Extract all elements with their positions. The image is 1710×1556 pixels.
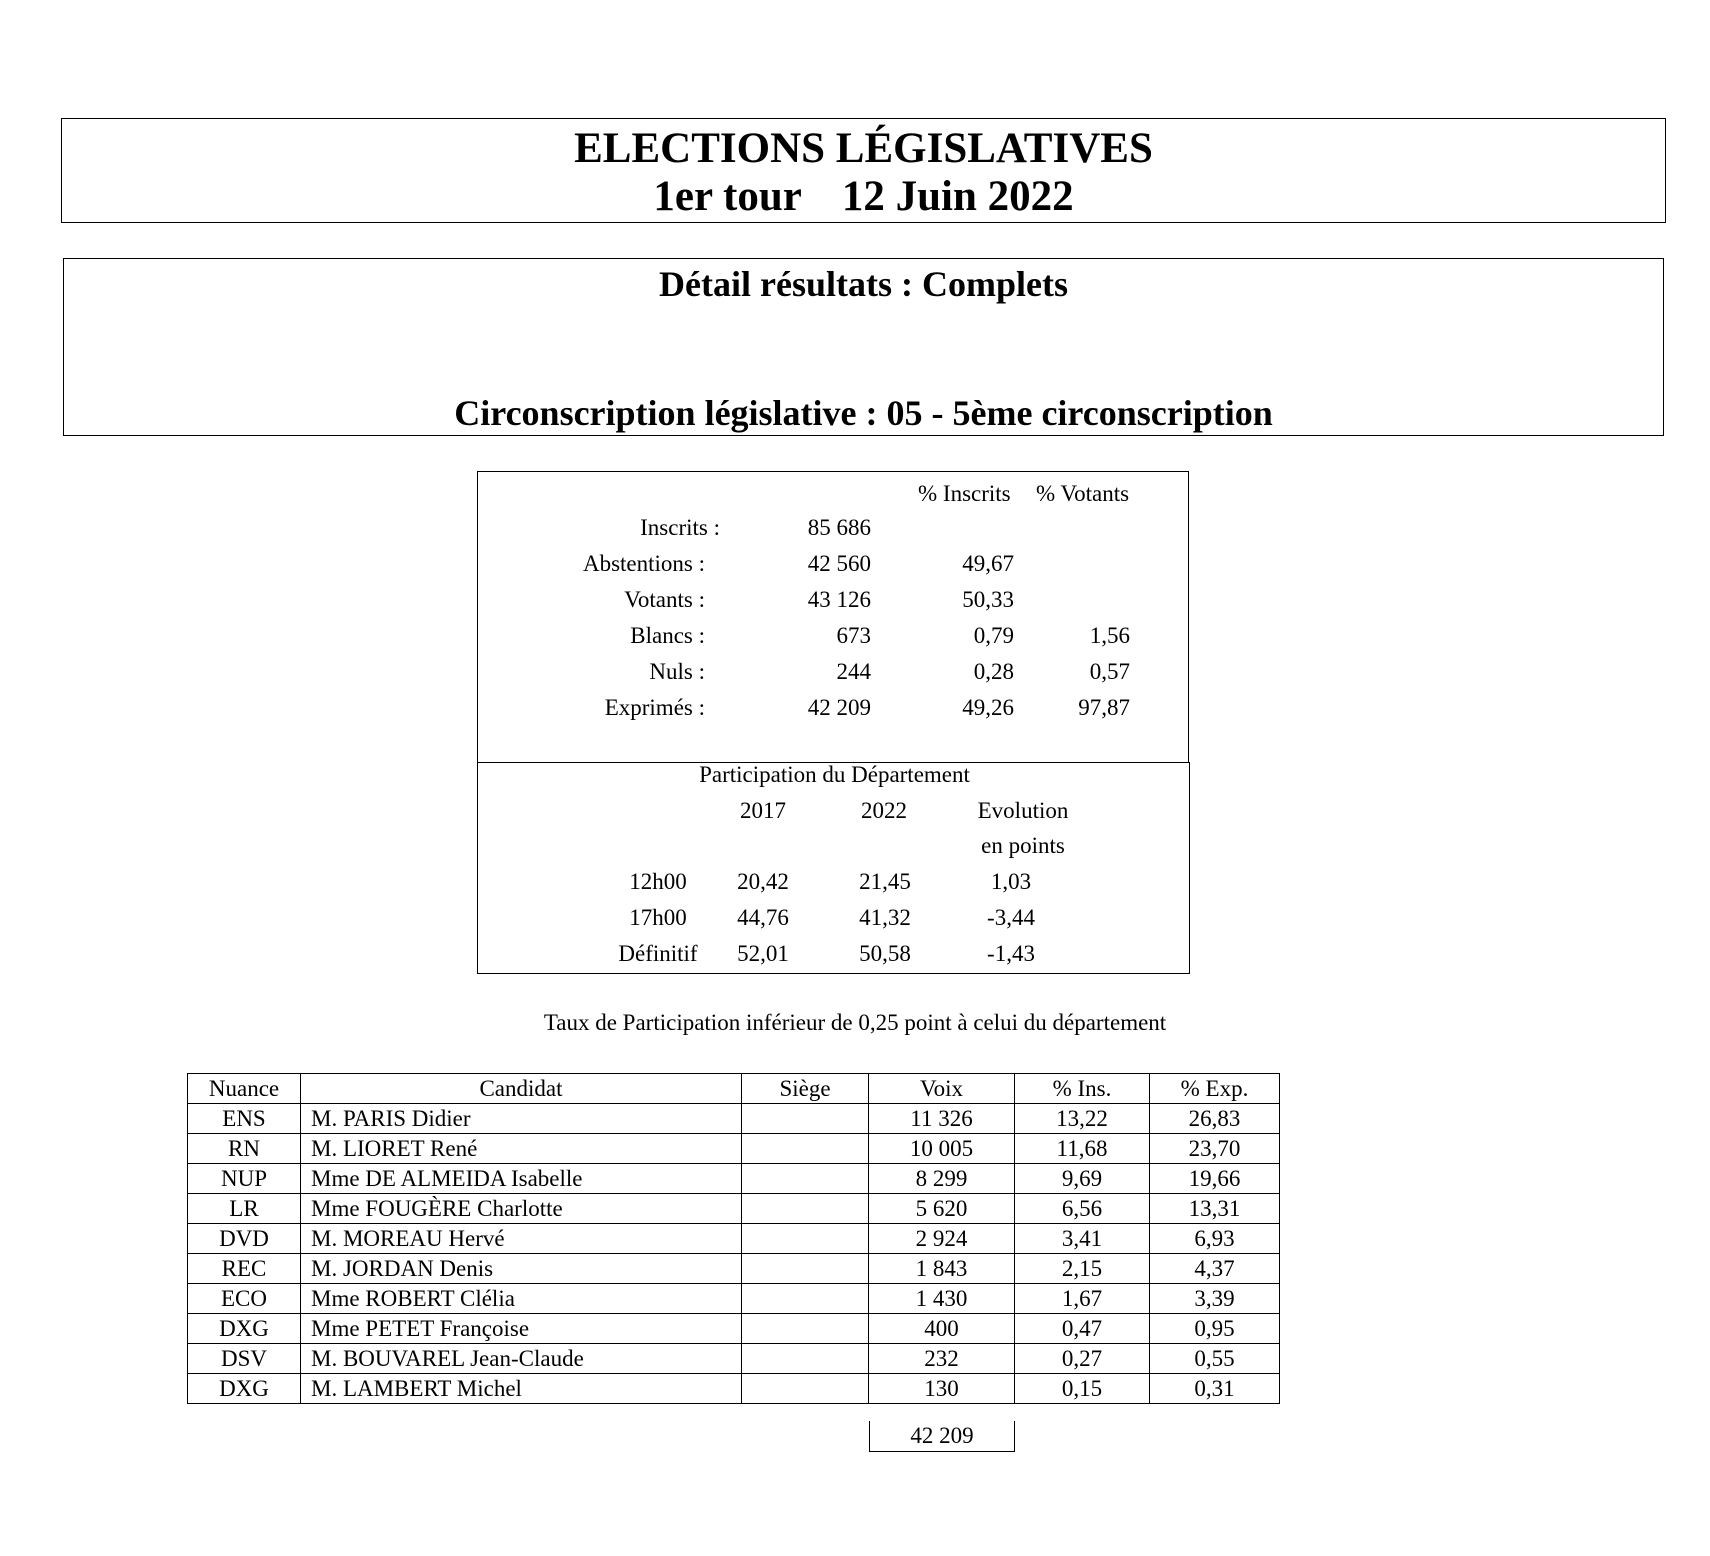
- cell-siege: [742, 1284, 869, 1314]
- cell-pct-ins: 9,69: [1015, 1164, 1150, 1194]
- table-row: [188, 1374, 1280, 1404]
- cell-pct-exp: 6,93: [1150, 1224, 1280, 1254]
- stats-pct-inscrits: 0,79: [973, 623, 1014, 648]
- stats-pct-inscrits: 49,67: [962, 551, 1014, 576]
- stats-pct-inscrits: 49,26: [962, 695, 1014, 720]
- cell-candidat: Mme ROBERT Clélia: [301, 1284, 742, 1314]
- col-header-pct-inscrits: % Inscrits: [918, 481, 1011, 506]
- participation-evolution: -3,44: [987, 905, 1035, 930]
- table-row: [188, 1254, 1280, 1284]
- cell-pct-exp: 4,37: [1150, 1254, 1280, 1284]
- cell-nuance: LR: [188, 1194, 301, 1224]
- cell-nuance: RN: [188, 1134, 301, 1164]
- cell-pct-ins: 0,47: [1015, 1314, 1150, 1344]
- cell-candidat: M. MOREAU Hervé: [301, 1224, 742, 1254]
- cell-candidat: M. LAMBERT Michel: [301, 1374, 742, 1404]
- cell-nuance: REC: [188, 1254, 301, 1284]
- election-date: 12 Juin 2022: [841, 173, 1074, 220]
- stats-pct-inscrits: 0,28: [973, 659, 1014, 684]
- department-participation-box: [477, 762, 1190, 974]
- cell-pct-ins: 2,15: [1015, 1254, 1150, 1284]
- election-round: 1er tour: [653, 173, 802, 220]
- cell-siege: [742, 1164, 869, 1194]
- cell-candidat: Mme FOUGÈRE Charlotte: [301, 1194, 742, 1224]
- participation-time: 17h00: [629, 905, 687, 930]
- cell-candidat: M. PARIS Didier: [301, 1104, 742, 1134]
- cell-pct-ins: 0,27: [1015, 1344, 1150, 1374]
- table-row: [188, 1284, 1280, 1314]
- cell-pct-exp: 0,95: [1150, 1314, 1280, 1344]
- cell-voix: 5 620: [869, 1194, 1015, 1224]
- stats-value: 673: [836, 623, 871, 648]
- header-nuance: Nuance: [188, 1074, 301, 1104]
- stats-pct-votants: 97,87: [1078, 695, 1130, 720]
- cell-nuance: DVD: [188, 1224, 301, 1254]
- stats-value: 42 209: [807, 695, 871, 720]
- cell-pct-ins: 3,41: [1015, 1224, 1150, 1254]
- constituency-title: Circonscription législative : 05 - 5ème circonscription: [454, 393, 1273, 433]
- cell-siege: [742, 1194, 869, 1224]
- cell-siege: [742, 1344, 869, 1374]
- total-voix: 42 209: [869, 1421, 1015, 1452]
- col-header-evolution: Evolution: [977, 798, 1069, 823]
- cell-candidat: M. JORDAN Denis: [301, 1254, 742, 1284]
- cell-candidat: Mme DE ALMEIDA Isabelle: [301, 1164, 742, 1194]
- candidate-results-table: [187, 1073, 1280, 1404]
- cell-pct-ins: 1,67: [1015, 1284, 1150, 1314]
- header-pct-ins: % Ins.: [1015, 1074, 1150, 1104]
- cell-siege: [742, 1134, 869, 1164]
- cell-voix: 232: [869, 1344, 1015, 1374]
- stats-pct-votants: 0,57: [1089, 659, 1130, 684]
- participation-2017: 52,01: [737, 941, 789, 966]
- cell-pct-ins: 11,68: [1015, 1134, 1150, 1164]
- table-header-row: [188, 1074, 1280, 1104]
- table-row: [188, 1344, 1280, 1374]
- cell-pct-exp: 0,31: [1150, 1374, 1280, 1404]
- cell-voix: 8 299: [869, 1164, 1015, 1194]
- participation-2022: 21,45: [859, 869, 911, 894]
- table-row: [188, 1164, 1280, 1194]
- cell-voix: 10 005: [869, 1134, 1015, 1164]
- stats-value: 85 686: [807, 515, 871, 540]
- turnout-stats-box: [477, 471, 1189, 763]
- table-row: [188, 1134, 1280, 1164]
- participation-2022: 50,58: [859, 941, 911, 966]
- participation-2017: 20,42: [737, 869, 789, 894]
- header-voix: Voix: [869, 1074, 1015, 1104]
- col-header-pct-votants: % Votants: [1036, 481, 1130, 506]
- cell-nuance: DXG: [188, 1374, 301, 1404]
- participation-note: Taux de Participation inférieur de 0,25 point à celui du département: [543, 1010, 1167, 1035]
- election-title-box: [61, 118, 1666, 223]
- cell-voix: 1 843: [869, 1254, 1015, 1284]
- table-row: [188, 1314, 1280, 1344]
- col-header-2017: 2017: [740, 798, 786, 823]
- stats-pct-inscrits: 50,33: [962, 587, 1014, 612]
- cell-candidat: M. LIORET René: [301, 1134, 742, 1164]
- cell-pct-exp: 3,39: [1150, 1284, 1280, 1314]
- header-pct-exp: % Exp.: [1150, 1074, 1280, 1104]
- stats-label: Abstentions :: [582, 551, 705, 576]
- cell-pct-ins: 6,56: [1015, 1194, 1150, 1224]
- cell-siege: [742, 1374, 869, 1404]
- cell-siege: [742, 1314, 869, 1344]
- participation-time: 12h00: [629, 869, 687, 894]
- cell-pct-exp: 13,31: [1150, 1194, 1280, 1224]
- cell-siege: [742, 1224, 869, 1254]
- cell-candidat: Mme PETET Françoise: [301, 1314, 742, 1344]
- cell-nuance: ENS: [188, 1104, 301, 1134]
- col-header-2022: 2022: [861, 798, 907, 823]
- cell-voix: 400: [869, 1314, 1015, 1344]
- participation-2017: 44,76: [737, 905, 789, 930]
- detail-box: [63, 258, 1664, 436]
- stats-label: Nuls :: [649, 659, 705, 684]
- stats-label: Inscrits :: [640, 515, 720, 540]
- header-candidat: Candidat: [301, 1074, 742, 1104]
- cell-nuance: NUP: [188, 1164, 301, 1194]
- cell-pct-ins: 13,22: [1015, 1104, 1150, 1134]
- cell-pct-exp: 26,83: [1150, 1104, 1280, 1134]
- election-round-date: [62, 173, 1665, 221]
- cell-candidat: M. BOUVAREL Jean-Claude: [301, 1344, 742, 1374]
- cell-pct-exp: 23,70: [1150, 1134, 1280, 1164]
- stats-value: 244: [836, 659, 871, 684]
- results-status: Détail résultats : Complets: [659, 264, 1068, 304]
- table-row: [188, 1104, 1280, 1134]
- cell-nuance: DXG: [188, 1314, 301, 1344]
- cell-voix: 130: [869, 1374, 1015, 1404]
- cell-nuance: ECO: [188, 1284, 301, 1314]
- cell-pct-ins: 0,15: [1015, 1374, 1150, 1404]
- cell-nuance: DSV: [188, 1344, 301, 1374]
- participation-title: Participation du Département: [699, 762, 970, 787]
- cell-voix: 1 430: [869, 1284, 1015, 1314]
- table-row: [188, 1194, 1280, 1224]
- cell-siege: [742, 1254, 869, 1284]
- stats-value: 43 126: [807, 587, 871, 612]
- participation-2022: 41,32: [859, 905, 911, 930]
- cell-siege: [742, 1104, 869, 1134]
- participation-evolution: 1,03: [990, 869, 1032, 894]
- table-row: [188, 1224, 1280, 1254]
- election-title: ELECTIONS LÉGISLATIVES: [574, 125, 1153, 172]
- cell-voix: 11 326: [869, 1104, 1015, 1134]
- header-siege: Siège: [742, 1074, 869, 1104]
- col-header-en-points: en points: [981, 833, 1065, 858]
- cell-voix: 2 924: [869, 1224, 1015, 1254]
- stats-label: Exprimés :: [604, 695, 705, 720]
- stats-pct-votants: 1,56: [1089, 623, 1130, 648]
- stats-label: Blancs :: [630, 623, 705, 648]
- cell-pct-exp: 0,55: [1150, 1344, 1280, 1374]
- participation-time: Définitif: [618, 941, 698, 966]
- cell-pct-exp: 19,66: [1150, 1164, 1280, 1194]
- participation-evolution: -1,43: [987, 941, 1035, 966]
- stats-label: Votants :: [624, 587, 705, 612]
- stats-value: 42 560: [807, 551, 871, 576]
